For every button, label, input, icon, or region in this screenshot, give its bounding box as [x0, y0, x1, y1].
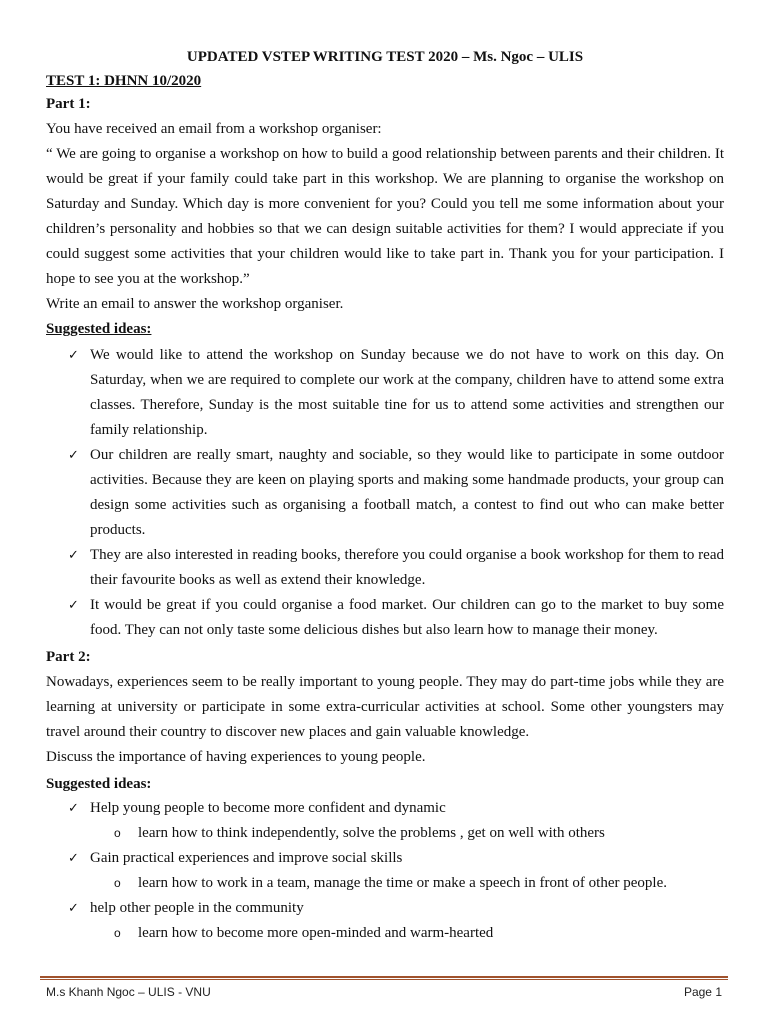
part1-ideas-list	[46, 343, 724, 643]
check-mark-icon: ✓	[68, 548, 79, 563]
idea-text: help other people in the community	[90, 900, 304, 916]
list-item	[68, 593, 724, 643]
list-item	[68, 443, 724, 543]
part1-task: Write an email to answer the workshop organiser.	[46, 296, 344, 312]
list-item	[68, 543, 724, 593]
part2-ideas-list	[46, 796, 724, 946]
check-mark-icon: ✓	[68, 801, 79, 816]
document-title: UPDATED VSTEP WRITING TEST 2020 – Ms. Ngoc – ULIS	[186, 49, 584, 65]
check-mark-icon: ✓	[68, 448, 79, 463]
sub-idea-text: learn how to work in a team, manage the time or make a speech in front of other people.	[138, 875, 667, 891]
sub-list	[90, 921, 724, 946]
idea-text: Gain practical experiences and improve social skills	[90, 850, 403, 866]
check-mark-icon: ✓	[68, 598, 79, 613]
footer-author: M.s Khanh Ngoc – ULIS - VNU	[46, 985, 211, 999]
part1-ideas-heading: Suggested ideas:	[46, 321, 152, 337]
check-mark-icon: ✓	[68, 851, 79, 866]
list-item	[68, 343, 724, 443]
idea-text: It would be great if you could organise a food market. Our children can go to the market to buy some food. They can not only taste some delicious dishes but also learn how to manage their money.	[90, 597, 724, 638]
list-item	[68, 896, 724, 946]
idea-text: Our children are really smart, naughty and sociable, so they would like to participate in some outdoor activities. Because they are keen on playing sports and making some handmade products, your group can design some activities such as organising a football match, a contest to find out who can make better products.	[90, 447, 724, 538]
part1-heading: Part 1:	[46, 96, 91, 112]
part2-prompt: Nowadays, experiences seem to be really important to young people. They may do part-time jobs while they are learning at university or participate in some extra-curricular activities at school. Some other youngsters may travel around their country to discover new places and gain valuable knowledge.	[46, 674, 724, 740]
sub-list	[90, 871, 724, 896]
sub-list-item	[114, 921, 724, 946]
document-page	[46, 46, 724, 946]
idea-text: We would like to attend the workshop on Sunday because we do not have to work on this day. On Saturday, when we are required to complete our work at the company, children have to attend some extra classes. Therefore, Sunday is the most suitable tine for us to attend some activities and strengthen our family relationship.	[90, 347, 724, 438]
circle-bullet-icon: o	[114, 876, 121, 890]
circle-bullet-icon: o	[114, 826, 121, 840]
sub-idea-text: learn how to become more open-minded and warm-hearted	[138, 925, 494, 941]
sub-list	[90, 821, 724, 846]
idea-text: Help young people to become more confident and dynamic	[90, 800, 446, 816]
test-label: TEST 1: DHNN 10/2020	[46, 73, 202, 89]
sub-idea-text: learn how to think independently, solve the problems , get on well with others	[138, 825, 605, 841]
part2-task: Discuss the importance of having experiences to young people.	[46, 749, 426, 765]
idea-text: They are also interested in reading books, therefore you could organise a book workshop for them to read their favourite books as well as extend their knowledge.	[90, 547, 724, 588]
check-mark-icon: ✓	[68, 901, 79, 916]
list-item	[68, 846, 724, 896]
part2-heading: Part 2:	[46, 649, 91, 665]
part2-ideas-heading: Suggested ideas:	[46, 776, 152, 792]
footer-page-number: Page 1	[683, 985, 722, 999]
sub-list-item	[114, 871, 724, 896]
sub-list-item	[114, 821, 724, 846]
footer-rule-thin	[40, 979, 728, 980]
circle-bullet-icon: o	[114, 926, 121, 940]
footer-rule	[40, 976, 728, 978]
part1-email-text: “ We are going to organise a workshop on how to build a good relationship between parents and their children. It would be great if your family could take part in this workshop. We are planning to organise the workshop on Saturday and Sunday. Which day is more convenient for you? Could you tell me some information about your children’s personality and hobbies so that we can design suitable activities for them? I would appreciate if you could suggest some activities that your children would like to take part in. Thank you for your participation. I hope to see you at the workshop.”	[46, 146, 724, 287]
check-mark-icon: ✓	[68, 348, 79, 363]
part1-intro: You have received an email from a workshop organiser:	[46, 121, 382, 137]
list-item	[68, 796, 724, 846]
